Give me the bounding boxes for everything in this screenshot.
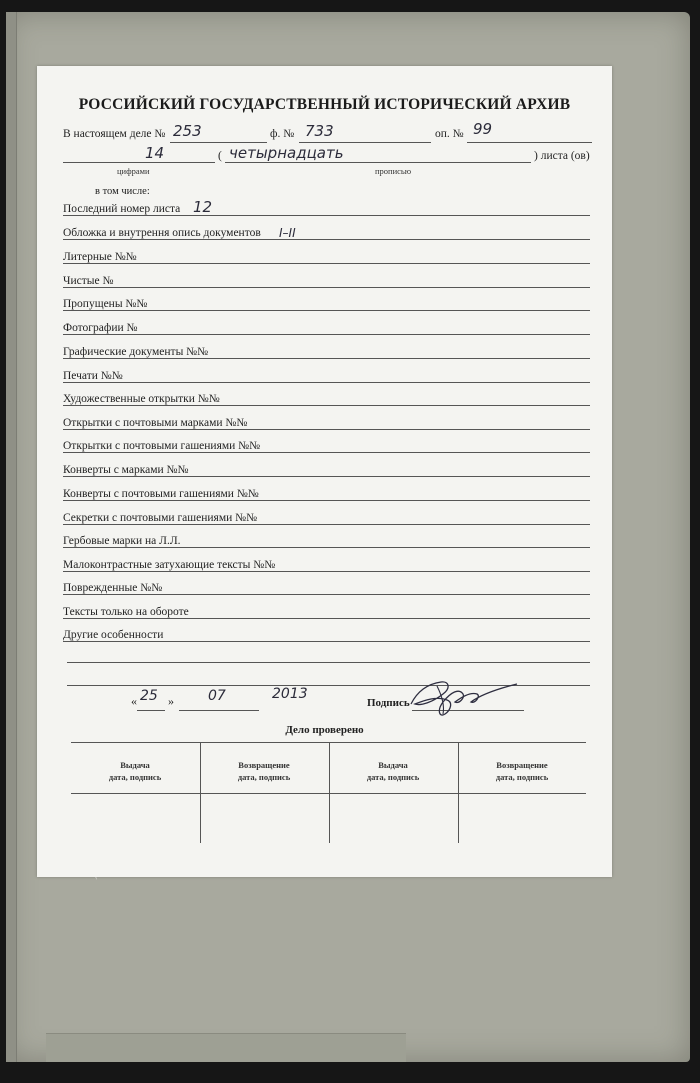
field-label: Чистые №	[63, 275, 114, 287]
table-col-return-1: Возвращение дата, подпись	[237, 760, 291, 782]
date-month-line	[179, 710, 259, 711]
field-row	[63, 343, 590, 361]
table-header-rule	[71, 793, 586, 794]
field-label: Малоконтрастные затухающие тексты №№	[63, 559, 276, 571]
field-line	[63, 641, 590, 642]
field-label: Конверты с почтовыми гашениями №№	[63, 488, 259, 500]
field-row	[63, 603, 590, 621]
field-value: 12	[193, 198, 213, 216]
field-line	[63, 452, 590, 453]
sheets-open-paren: (	[218, 150, 222, 162]
case-checked-title: Дело проверено	[285, 724, 364, 736]
sheets-words-line	[225, 162, 531, 163]
opis-number-value: 99	[473, 120, 493, 138]
field-label: Графические документы №№	[63, 346, 209, 358]
field-line	[63, 239, 590, 240]
signature-label: Подпись	[367, 697, 410, 709]
field-label: Художественные открытки №№	[63, 393, 220, 405]
archive-control-sheet	[37, 66, 612, 877]
field-line	[63, 594, 590, 595]
sheets-suffix: ) листа (ов)	[534, 150, 590, 162]
digits-caption: цифрами	[117, 166, 150, 176]
field-label: Открытки с почтовыми гашениями №№	[63, 440, 261, 452]
extra-line	[67, 662, 590, 663]
words-caption: прописью	[375, 166, 412, 176]
field-label: Пропущены №№	[63, 298, 148, 310]
date-month: 07	[208, 688, 226, 704]
field-row	[63, 319, 590, 337]
field-line	[63, 263, 590, 264]
folder-bottom-flap	[46, 1033, 406, 1062]
field-line	[63, 524, 590, 525]
field-row	[63, 626, 590, 644]
field-line	[63, 382, 590, 383]
field-line	[63, 500, 590, 501]
case-number-line	[170, 142, 267, 143]
field-row	[63, 556, 590, 574]
field-line	[63, 571, 590, 572]
fond-number-line	[299, 142, 431, 143]
field-label: Поврежденные №№	[63, 582, 163, 594]
case-label: В настоящем деле №	[63, 128, 166, 140]
field-line	[63, 310, 590, 311]
table-col-return-2: Возвращение дата, подпись	[495, 760, 549, 782]
sheets-digits-value: 14	[145, 144, 165, 162]
field-row	[63, 509, 590, 527]
field-row	[63, 248, 590, 266]
opis-number-line	[467, 142, 592, 143]
field-line	[63, 287, 590, 288]
table-col-issue-1: Выдача дата, подпись	[108, 760, 162, 782]
field-row	[63, 200, 590, 218]
fond-label: ф. №	[270, 128, 295, 140]
field-label: Фотографии №	[63, 322, 138, 334]
field-row	[63, 437, 590, 455]
field-label: Открытки с почтовыми марками №№	[63, 417, 248, 429]
folder-spine	[6, 12, 17, 1062]
field-line	[63, 547, 590, 548]
field-line	[63, 429, 590, 430]
field-row	[63, 272, 590, 290]
field-label: Гербовые марки на Л.Л.	[63, 535, 181, 547]
date-year: 2013	[272, 686, 308, 702]
fond-number-value: 733	[305, 122, 334, 140]
date-close-quote: »	[168, 694, 174, 708]
field-row	[63, 224, 590, 242]
field-label: Другие особенности	[63, 629, 164, 641]
field-line	[63, 405, 590, 406]
field-label: Секретки с почтовыми гашениями №№	[63, 512, 258, 524]
field-label: Обложка и внутрення опись документов	[63, 227, 261, 239]
field-label: Печати №№	[63, 370, 123, 382]
sheets-words-value: четырнадцать	[229, 144, 344, 162]
field-label: Конверты с марками №№	[63, 464, 189, 476]
field-row	[63, 390, 590, 408]
date-day: 25	[140, 688, 158, 704]
date-open-quote: «	[131, 694, 137, 708]
field-line	[63, 334, 590, 335]
field-line	[63, 358, 590, 359]
table-col-issue-2: Выдача дата, подпись	[366, 760, 420, 782]
handwritten-signature	[407, 674, 522, 719]
field-row	[63, 414, 590, 432]
archive-title: РОССИЙСКИЙ ГОСУДАРСТВЕННЫЙ ИСТОРИЧЕСКИЙ АРХИВ	[78, 96, 571, 113]
field-line	[63, 215, 590, 216]
field-label: Последний номер листа	[63, 203, 181, 215]
field-label: Тексты только на обороте	[63, 606, 189, 618]
field-row	[63, 485, 590, 503]
date-day-line	[137, 710, 165, 711]
field-line	[63, 618, 590, 619]
field-row	[63, 295, 590, 313]
field-line	[63, 476, 590, 477]
issue-return-table	[71, 742, 586, 843]
field-label: Литерные №№	[63, 251, 137, 263]
case-number-value: 253	[173, 122, 202, 140]
field-value: I–II	[279, 226, 296, 240]
including-label: в том числе:	[95, 186, 150, 197]
field-row	[63, 532, 590, 550]
field-row	[63, 367, 590, 385]
sheets-digits-line	[63, 162, 215, 163]
opis-label: оп. №	[435, 128, 464, 140]
field-row	[63, 461, 590, 479]
field-row	[63, 579, 590, 597]
